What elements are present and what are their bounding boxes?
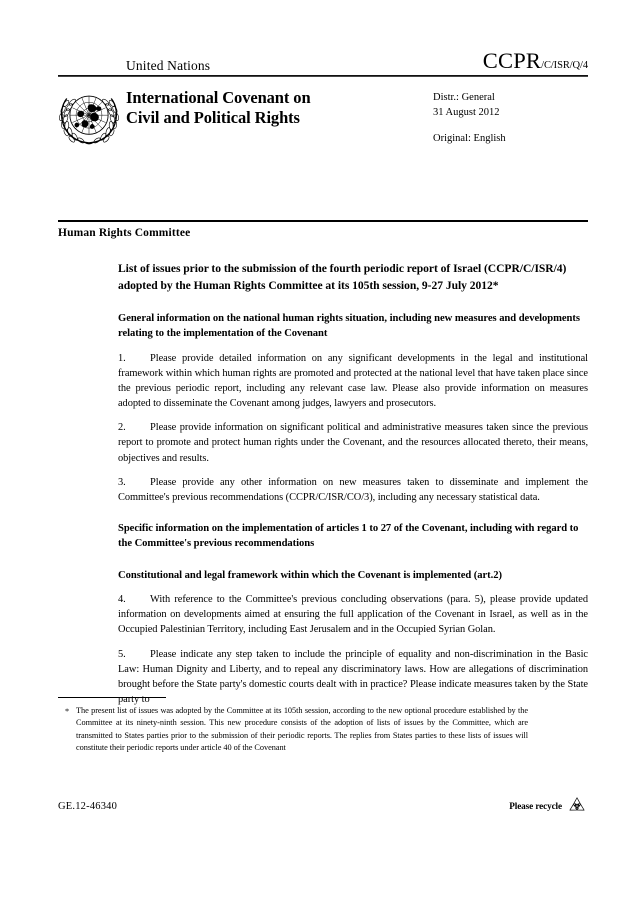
footnote-block (58, 697, 528, 755)
covenant-title-line-1: International Covenant on (126, 88, 311, 107)
page-footer (58, 795, 588, 817)
job-number: GE.12-46340 (58, 800, 118, 812)
paragraph-5-number: 5. (118, 648, 126, 660)
paragraph-2-text: Please provide information on significant political and administrative measures taken since the previous report to promote and protect human rights under the Covenant, and the resources allocated thereto, their means, objectives and results. (118, 422, 588, 464)
paragraph-4-number: 4. (118, 594, 126, 606)
paragraph-3-text: Please provide any other information on new measures taken to disseminate and implement the Committee's previous recommendations (CCPR/C/ISR/CO/3), including any necessary statistical data. (118, 476, 588, 503)
masthead (58, 47, 588, 147)
paragraph-1-text: Please provide detailed information on any significant developments in the legal and institutional framework within which human rights are promoted and protected at the national level that have taken place since the previous periodic report, including any relevant case law. Please also provide information on measures adopted to disseminate the Covenant among judges, lawyers and prosecutors. (118, 352, 588, 410)
section-heading-general-information: General information on the national human rights situation, including new measures and developments relating to the implementation of the Covenant (118, 313, 580, 340)
document-symbol-main: CCPR (482, 47, 542, 73)
recycle-label: Please recycle (509, 801, 562, 811)
masthead-divider (58, 75, 588, 77)
page-title (118, 260, 588, 294)
paragraph-3-number: 3. (118, 476, 126, 488)
document-symbol-suffix: /C/ISR/Q/4 (541, 59, 588, 71)
organization-name: United Nations (126, 57, 211, 73)
paragraph-1 (118, 351, 588, 412)
footnote-marker: * (64, 707, 70, 716)
page-title-text: List of issues prior to the submission of the fourth periodic report of Israel (CCPR/C/ISR/4) adopted by the Human Rights Committee at its 105th session, 9-27 July 2012 (118, 262, 567, 293)
section-heading-constitutional-framework: Constitutional and legal framework within which the Covenant is implemented (art.2) (118, 569, 502, 581)
committee-name: Human Rights Committee (58, 227, 191, 239)
un-emblem (58, 88, 120, 146)
document-body (118, 260, 588, 716)
paragraph-2-number: 2. (118, 422, 126, 434)
distribution-block (433, 86, 588, 147)
distribution-label: Distr.: General (433, 92, 495, 103)
document-symbol (482, 47, 588, 73)
footnote-content (58, 705, 528, 755)
masthead-body-row (58, 86, 588, 147)
paragraph-5-text: Please indicate any step taken to include the principle of equality and non-discrimination in the Basic Law: Human Dignity and Liberty, and to repeal any discriminatory laws. How are allegations of discrimination brought before the State party's domestic courts dealt with in practice? Please indicate measures taken by the State party to (118, 648, 588, 705)
footnote-text: The present list of issues was adopted by the Committee at its 105th session, according to the new optional procedure established by the Committee at its ninety-ninth session. This new procedure consists of the adoption of lists of issues by the Committee, which are transmitted to States parties prior to the submission of their periodic reports. The replies from States parties to these lists of issues will constitute their periodic reports under article 40 of the Covenant (76, 706, 528, 753)
committee-bar (58, 220, 588, 239)
covenant-title-line-2: Civil and Political Rights (126, 108, 300, 128)
document-date: 31 August 2012 (433, 106, 500, 118)
emblem-container (58, 86, 126, 146)
covenant-title (126, 88, 433, 128)
paragraph-3 (118, 475, 588, 505)
section-heading-specific-information: Specific information on the implementation of articles 1 to 27 of the Covenant, including with regard to the Committee's previous recommendations (118, 523, 579, 550)
recycle-icon (566, 795, 588, 817)
covenant-title-container (126, 86, 433, 128)
paragraph-4-text: With reference to the Committee's previous concluding observations (para. 5), please provide updated information on developments aimed at ensuring the full application of the Covenant in Israel, as well as in the Occupied Palestinian Territory, including East Jerusalem and in the Occupied Syrian Golan. (118, 594, 588, 636)
paragraph-2 (118, 420, 588, 465)
title-footnote-marker: * (492, 279, 499, 293)
recycle-notice (509, 795, 588, 817)
distribution-spacer (433, 121, 588, 132)
paragraph-1-number: 1. (118, 352, 126, 364)
committee-divider (58, 220, 588, 222)
paragraph-4 (118, 592, 588, 637)
masthead-top-row (58, 47, 588, 73)
original-language: Original: English (433, 132, 506, 144)
footnote-separator (58, 697, 166, 698)
